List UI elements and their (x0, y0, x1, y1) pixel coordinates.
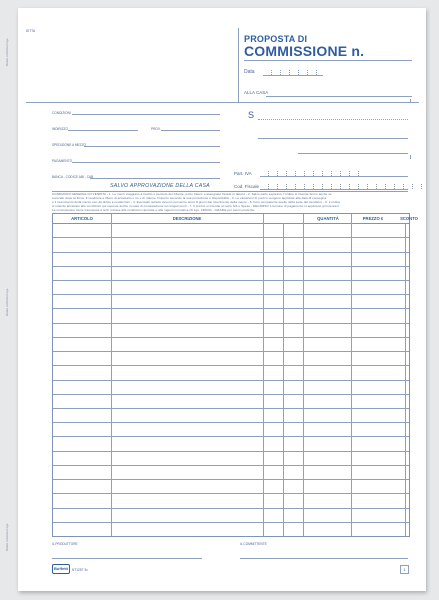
table-row[interactable] (53, 252, 409, 253)
page-number-box: 1 (400, 565, 409, 574)
header-divider (238, 28, 239, 102)
client-line-2[interactable] (258, 138, 408, 139)
table-row[interactable] (53, 280, 409, 281)
col-divider (303, 214, 304, 536)
col-divider (351, 214, 352, 536)
signature-right-label: IL COMMITTENTE (240, 542, 267, 546)
col-divider (111, 214, 112, 536)
table-row[interactable] (53, 508, 409, 509)
cut-mark-1 (410, 99, 411, 103)
table-row[interactable] (53, 365, 409, 366)
conditions-line: revocato dopo la firma. Il venditore è libero di accettarlo o no e di ridurne l'importo secondo la sua produzione e disponibilità - 3. Le variazioni di prezzo vengono applicate alla data di consegna. (52, 196, 327, 200)
s-label: S (248, 110, 255, 120)
cod-fiscale-underline (260, 189, 408, 190)
order-form-sheet (6, 8, 426, 591)
condizioni-line[interactable] (72, 114, 220, 115)
brand-logo: Buffetti (52, 564, 70, 574)
table-row[interactable] (53, 493, 409, 494)
spedizione-line[interactable] (84, 146, 220, 147)
col-header-prezzo: PREZZO € (362, 216, 384, 221)
table-row[interactable] (53, 294, 409, 295)
table-row[interactable] (53, 380, 409, 381)
conditions-block (52, 192, 408, 212)
data-label: Data (244, 69, 255, 75)
part-iva-underline (260, 176, 408, 177)
alla-casa-line[interactable] (266, 96, 412, 97)
table-row[interactable] (53, 522, 409, 523)
indirizzo-label: INDIRIZZO (52, 127, 68, 131)
col-header-sconto: SCONTO (400, 216, 418, 221)
conditions-line: si intende accettato alle condizioni qui esposte anche in caso di contestazione sui singoli punti - 7. Il prezzo si intende al netto IVA e Spese - DECORSO il termine di pagamento si applicano gli interessi. (52, 204, 340, 208)
spedizione-label: SPEDIZIONE A MEZZO (52, 143, 87, 147)
table-row[interactable] (53, 337, 409, 338)
salvo-approvazione: SALVO APPROVAZIONE DELLA CASA (110, 183, 210, 189)
conditions-line: CONDIZIONI GENERALI DI VENDITA - 1. Le merci viaggiano a rischio e pericolo del Cliente, porto franco o assegnato fissato in fattura - 2. Salvo patto espresso, l'ordine si intende fermo anche se (52, 192, 332, 196)
table-row[interactable] (53, 394, 409, 395)
banca-label: BANCA - CODICE ABI - CAB (52, 175, 94, 179)
table-header-row (53, 214, 418, 224)
prov-line[interactable] (161, 130, 220, 131)
table-row[interactable] (53, 351, 409, 352)
table-row[interactable] (53, 451, 409, 452)
col-header-descrizione: DESCRIZIONE (172, 216, 202, 221)
cod-fiscale-label: Cod. Fiscale (234, 184, 260, 189)
table-row[interactable] (53, 237, 409, 238)
signature-left-line[interactable] (52, 558, 202, 559)
title-line1: PROPOSTA DI (244, 34, 308, 44)
prov-label: PROV. (151, 127, 161, 131)
condizioni-label: CONDIZIONI (52, 111, 71, 115)
table-row[interactable] (53, 436, 409, 437)
header-bottom-rule (26, 102, 419, 103)
title-line2: COMMISSIONE n. (244, 43, 365, 59)
side-caption-middle: Modulo conforme D.Lgs. (6, 288, 9, 317)
date-underline (263, 75, 323, 76)
col-divider (263, 214, 264, 536)
client-line-3[interactable] (298, 153, 408, 154)
col-header-quantita: QUANTITÀ (317, 216, 339, 221)
table-row[interactable] (53, 308, 409, 309)
pagamento-line[interactable] (72, 162, 220, 163)
conditions-line: La commissione viene trasmessa a terzi in base alle condizioni riportate e alle vigenti normative (D.Lgs. 196/03) - GRAZIE per averci preferito. (52, 208, 256, 212)
indirizzo-line[interactable] (68, 130, 138, 131)
cut-mark-2 (410, 155, 411, 159)
signature-left-label: IL PRODUTTORE (52, 542, 78, 546)
table-row[interactable] (53, 465, 409, 466)
table-row[interactable] (53, 323, 409, 324)
title-underline (244, 60, 412, 61)
table-row[interactable] (53, 266, 409, 267)
conditions-line: e il ricevimento della merce non dà diritto a restituzioni - 4. Eventuali reclami devono pervenire entro 8 giorni dal ricevimento della merce - 5. Foro competente quello della sede del venditore - 6. L'ordine (52, 200, 341, 204)
alla-casa-label: ALLA CASA (244, 90, 269, 95)
ditta-label: DITTA (26, 29, 35, 33)
table-row[interactable] (53, 479, 409, 480)
banca-line[interactable] (90, 178, 220, 179)
part-iva-label: Part. IVA (234, 171, 252, 176)
pagamento-label: PAGAMENTO (52, 159, 73, 163)
signature-right-line[interactable] (240, 558, 408, 559)
form-code: NT125T 3x (72, 568, 88, 572)
items-table (52, 213, 418, 537)
side-caption-bottom: Modulo conforme D.Lgs. (6, 523, 9, 552)
table-row[interactable] (53, 408, 409, 409)
col-header-articolo: ARTICOLO (71, 216, 93, 221)
s-dotted-line[interactable] (258, 119, 408, 120)
side-caption-top: Modulo conforme D.Lgs. (6, 38, 9, 67)
table-row[interactable] (53, 422, 409, 423)
